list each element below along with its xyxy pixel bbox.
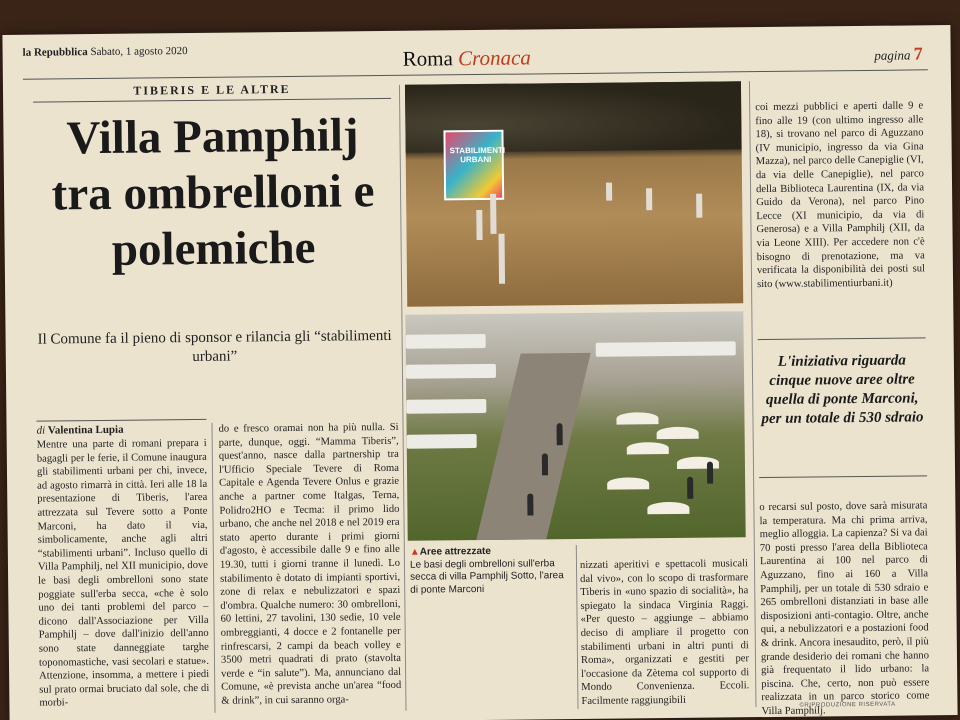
page-header	[2, 25, 950, 73]
umbrella-base	[606, 183, 612, 201]
person	[542, 453, 548, 475]
article-column-5: o recarsi sul posto, dove sarà misurata la temperatura. Ma chi prima arriva, meglio alloggia. La capienza? Si va dai 70 posti presso l'area della Biblioteca Laurentina ai 100 nel parco di Aguzzano, fino ai 160 a Villa Pamphilj, per un totale di 530 sdraio e 265 ombrelloni distanziati in base alle disposizioni anti-contagio. Oltre, anche qui, a nebulizzatori e a postazioni food & drink. Ancora inesaudito, però, il più grande desiderio dei romani che hanno già frequentato il lido urbano: la piscina. Che, certo, non può essere realizzata in un parco storico come Villa Pamphilj.	[759, 500, 930, 717]
section-title	[403, 45, 531, 71]
page-label: pagina	[874, 47, 911, 63]
shade-sail	[406, 399, 486, 414]
page-number-value: 7	[913, 43, 923, 64]
person	[707, 462, 713, 484]
umbrella	[627, 442, 669, 454]
photo-ponte-marconi	[405, 311, 745, 541]
person	[527, 493, 533, 515]
sign-text: STABILIMENTI URBANI	[449, 145, 506, 165]
pullquote-rule	[759, 475, 927, 478]
umbrella-base	[499, 234, 506, 284]
pullquote: L'iniziativa riguarda cinque nuove aree oltre quella di ponte Marconi, per un totale di 530 sdraio	[761, 352, 924, 428]
article-column-2: do e fresco oramai non ha più nulla. Si parte, dunque, oggi. “Mamma Tiberis”, quest'anno, nasce dalla partnership tra l'Ufficio Speciale Tevere di Roma Capitale e Agenda Tevere Onlus e grazie anche a partner come Italgas, Terna, Polidro2HO e Tecma: il primo lido urbano, che anche nel 2018 e nel 2019 era stato aperto durante i primi giorni d'agosto, è accessibile dalle 9 e fino alle 19.30, tutti i giorni tranne il lunedì. Lo stabilimento è dotato di impianti sportivi, zone di relax e nebulizzatori e spazi d'ombra. Qualche numero: 30 ombrelloni, 60 lettini, 27 tavolini, 130 sedie, 10 vele ombreggianti, 4 docce e 2 fontanelle per rinfrescarsi, 2 campi da beach volley e 3500 metri quadrati di prato (stavolta verde e “in salute”). Ma, annunciano dal Comune, «è prevista anche un'area “food & drink”, in cui saranno orga-	[218, 421, 402, 707]
issue-date: Sabato, 1 agosto 2020	[90, 45, 188, 59]
deck: Il Comune fa il pieno di sponsor e rilancia gli “stabilimenti urbani”	[37, 327, 392, 366]
kicker: TIBERIS E LE ALTRE	[33, 77, 391, 103]
umbrella	[647, 502, 689, 514]
umbrella	[657, 427, 699, 439]
masthead-name: la Repubblica	[22, 46, 88, 59]
umbrella-base	[490, 194, 496, 234]
shade-sail	[406, 364, 496, 379]
person	[557, 423, 563, 445]
headline: Villa Pamphilj tra ombrelloni e polemiche	[51, 109, 375, 276]
section-name: Roma	[402, 46, 453, 71]
shade-sail	[596, 341, 736, 356]
umbrella-base	[476, 210, 482, 240]
column-divider	[576, 545, 579, 709]
photo-caption	[410, 545, 573, 597]
column-divider	[211, 423, 215, 713]
umbrella	[616, 412, 658, 424]
masthead	[23, 45, 188, 59]
umbrella-base	[696, 194, 702, 218]
byline-prefix: di	[36, 424, 46, 437]
byline	[36, 419, 206, 437]
photo-villa-pamphilj	[405, 81, 743, 307]
caption-triangle-icon: ▲	[409, 546, 420, 558]
byline-author: Valentina Lupia	[47, 423, 124, 437]
stabilimenti-sign	[443, 130, 504, 201]
caption-text: Le basi degli ombrelloni sull'erba secca di villa Pamphilj Sotto, l'area di ponte Marconi	[409, 557, 564, 596]
caption-title: Aree attrezzate	[419, 545, 491, 558]
page-number	[874, 43, 923, 65]
article-column-1: Mentre una parte di romani prepara i bagagli per le ferie, il Comune inaugura gli stabilimenti urbani per chi, invece, ad agosto rimarrà in città. Ieri alle 18 la presentazione di Tiberis, l'area attrezzata sul Tevere sotto a Ponte Marconi, ha dato il via, simbolicamente, anche agli altri “stabilimenti urbani”. Incluso quello di Villa Pamphilj, nel XII municipio, dove le basi degli ombrelloni sono state poggiate sull'erba secca, «che è solo uno dei tanti problemi del parco – dicono dall'Associazione per Villa Pamphilj – dove dall'inizio dell'anno sono state danneggiate targhe toponomastiche, vasi secolari e statue». Attenzione, insomma, a mettere i piedi sul prato ormai bruciato dal sole, che di morbi-	[36, 437, 210, 709]
newspaper-page	[2, 25, 957, 720]
shade-sail	[406, 334, 486, 349]
subsection-name: Cronaca	[457, 45, 531, 71]
shade-sail	[407, 434, 477, 449]
person	[687, 477, 693, 499]
article-column-4: coi mezzi pubblici e aperti dalle 9 e fino alle 19 (con ultimo ingresso alle 18), si trovano nel parco di Aguzzano (IV municipio, ingresso da via Gina Mazza), nel parco delle Canepiglie (VI, da via delle Canepiglie), nel parco della Biblioteca Laurentina (IX, da via Guido da Verona), nel parco Pino Lecce (XI municipio, da via di Generosa) e a Villa Pamphilj (XII, da via Leone XIII). Per accedere non c'è bisogno di prenotazione, ma va verificata la disponibilità dei posti sul sito (www.stabilimentiurbani.it)	[755, 100, 925, 290]
umbrella	[607, 477, 649, 489]
article-column-3: nizzati aperitivi e spettacoli musicali dal vivo», con lo scopo di trasformare Tiberis in «uno spazio di socialità», ha spiegato la sindaca Virginia Raggi. «Per questo – aggiunge – abbiamo deciso di ampliare il progetto con stabilimenti urbani in altri punti di Roma», organizzati e gestiti per l'occasione da Zètema col supporto di Mondo Convenienza. Eccoli. Facilmente raggiungibili	[579, 558, 750, 707]
pullquote-rule	[758, 337, 926, 340]
umbrella-base	[646, 188, 652, 210]
reproduction-notice: ©RIPRODUZIONE RISERVATA	[799, 701, 896, 709]
